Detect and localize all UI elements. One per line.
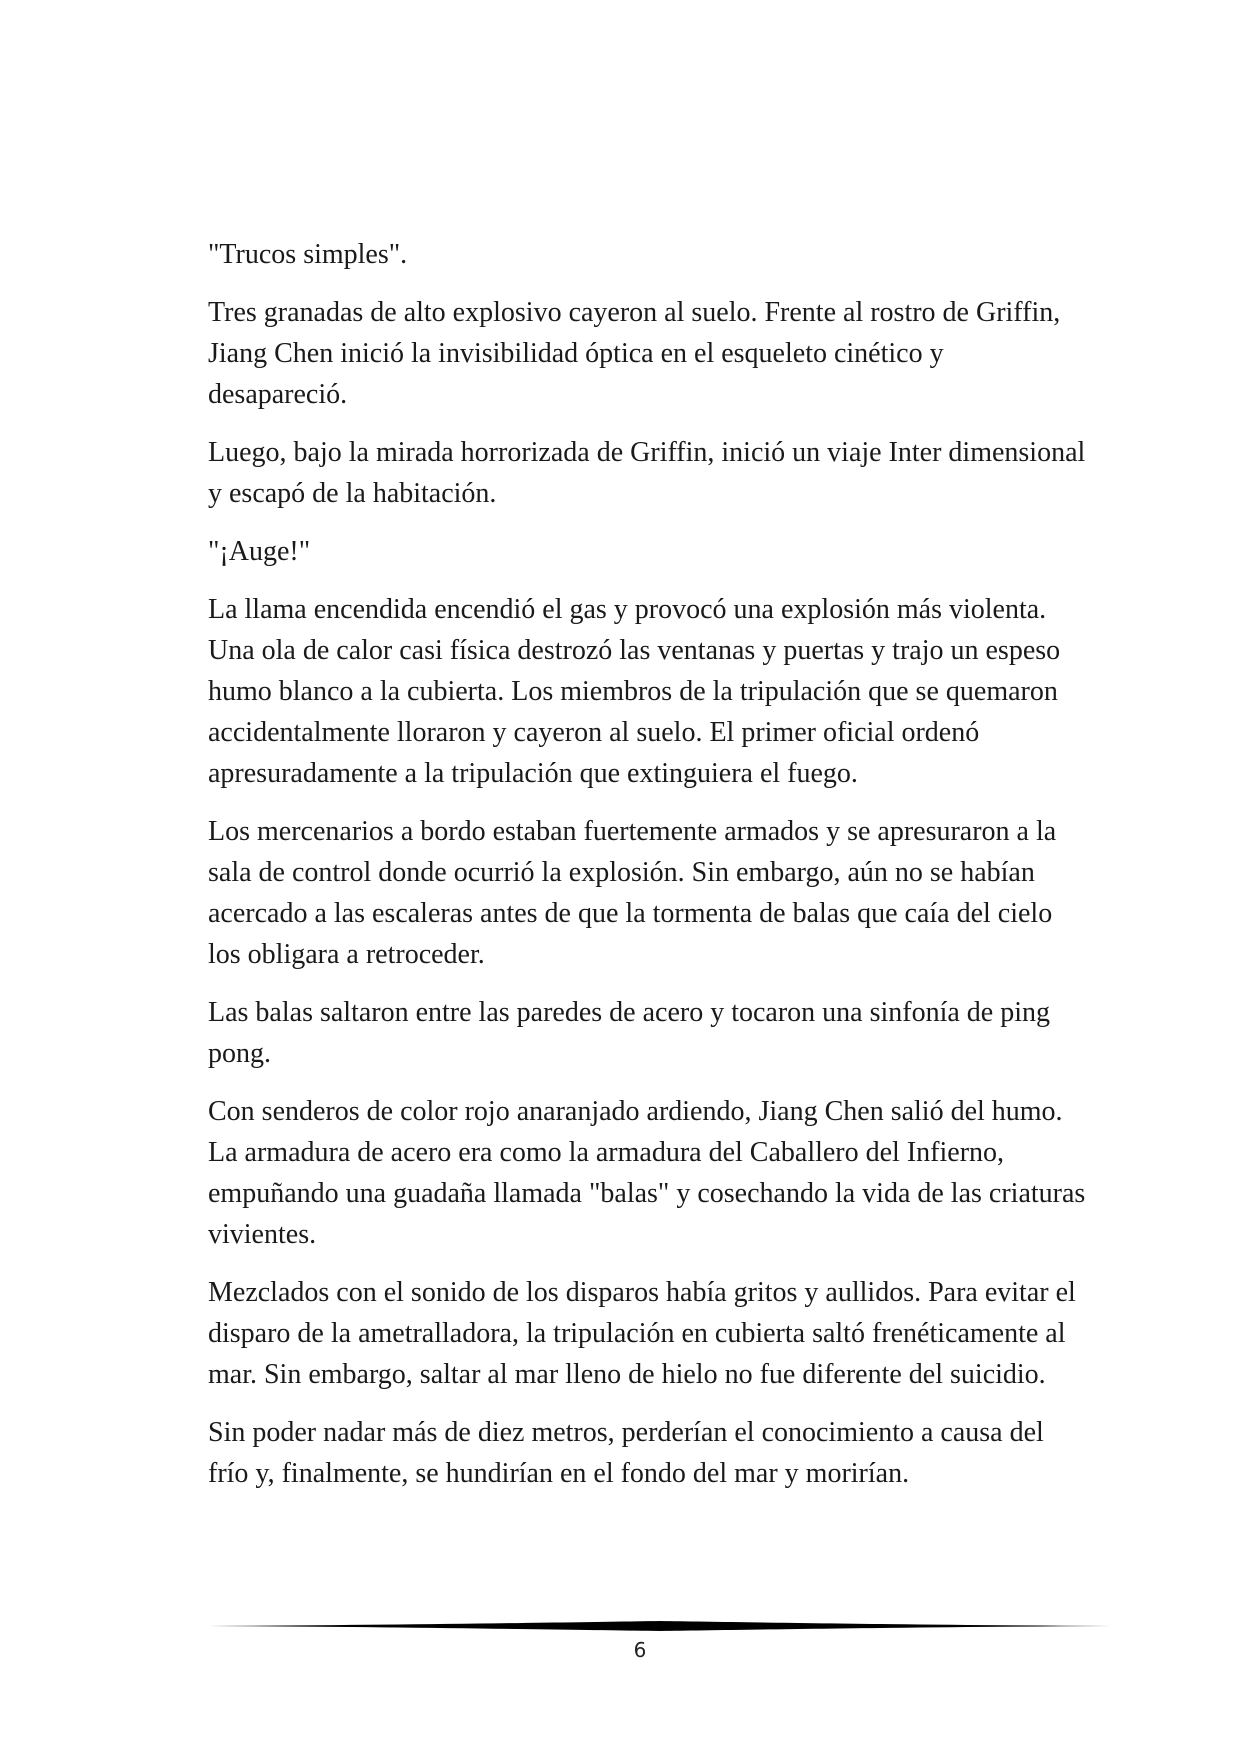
footer-divider — [208, 1620, 1112, 1632]
body-text — [208, 234, 1088, 1511]
paragraph-4: "¡Auge!" — [208, 536, 311, 567]
paragraph-3: Luego, bajo la mirada horrorizada de Griffin, inició un viaje Inter dimensional y escapó de la habitación. — [208, 437, 1086, 509]
paragraph-9: Mezclados con el sonido de los disparos había gritos y aullidos. Para evitar el disparo de la ametralladora, la tripulación en cubierta saltó frenéticamente al mar. Sin embargo, saltar al mar lleno de hielo no fue diferente del suicidio. — [208, 1277, 1076, 1390]
paragraph-2: Tres granadas de alto explosivo cayeron al suelo. Frente al rostro de Griffin, Jiang Chen inició la invisibilidad óptica en el esqueleto cinético y desapareció. — [208, 297, 1061, 410]
paragraph-6: Los mercenarios a bordo estaban fuertemente armados y se apresuraron a la sala de control donde ocurrió la explosión. Sin embargo, aún no se habían acercado a las escaleras antes de que la tormenta de balas que caía del cielo los obligara a retroceder. — [208, 816, 1057, 970]
paragraph-5: La llama encendida encendió el gas y provocó una explosión más violenta. Una ola de calor casi física destrozó las ventanas y puertas y trajo un espeso humo blanco a la cubierta. Los miembros de la tripulación que se quemaron accidentalmente lloraron y cayeron al suelo. El primer oficial ordenó apresuradamente a la tripulación que extinguiera el fuego. — [208, 594, 1061, 789]
paragraph-10: Sin poder nadar más de diez metros, perderían el conocimiento a causa del frío y, finalmente, se hundirían en el fondo del mar y morirían. — [208, 1417, 1044, 1489]
paragraph-7: Las balas saltaron entre las paredes de acero y tocaron una sinfonía de ping pong. — [208, 997, 1050, 1069]
paragraph-8: Con senderos de color rojo anaranjado ardiendo, Jiang Chen salió del humo. La armadura de acero era como la armadura del Caballero del Infierno, empuñando una guadaña llamada "balas" y cosechando la vida de las criaturas vivientes. — [208, 1096, 1086, 1250]
paragraph-1: "Trucos simples". — [208, 239, 408, 270]
page-number: 6 — [633, 1638, 647, 1662]
